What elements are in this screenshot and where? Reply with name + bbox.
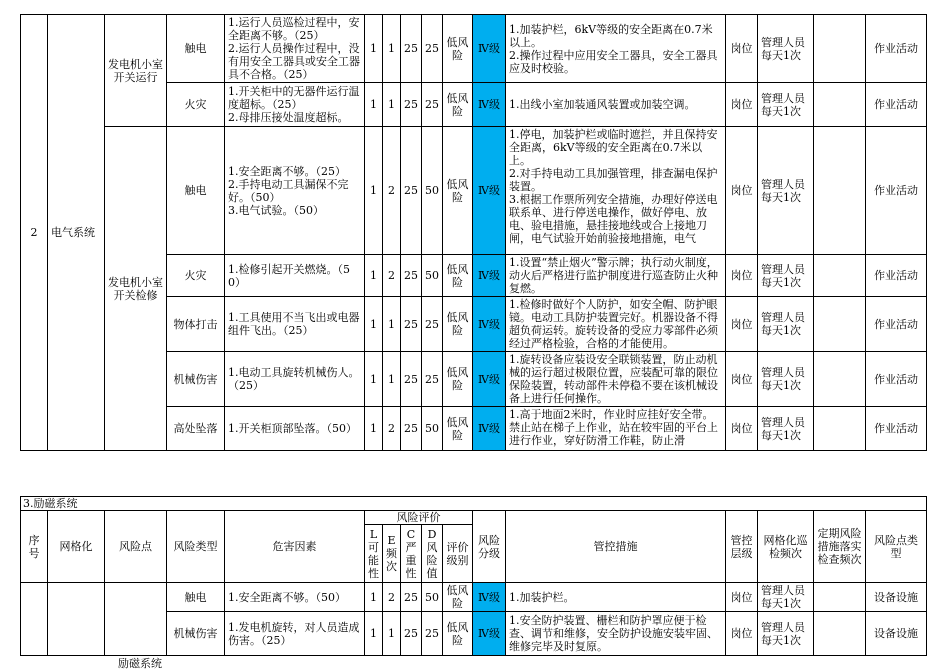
l-cell: 1 bbox=[365, 352, 383, 407]
risk-type-cell: 物体打击 bbox=[167, 297, 225, 352]
footer-label: 励磁系统 bbox=[118, 657, 162, 670]
risk-cell: 低风险 bbox=[443, 255, 473, 297]
grade-cell: Ⅳ级 bbox=[473, 407, 506, 451]
risk-type-cell: 机械伤害 bbox=[167, 352, 225, 407]
grade-cell: Ⅳ级 bbox=[473, 583, 506, 612]
ctrl-cell: 岗位 bbox=[726, 407, 758, 451]
grade-cell: Ⅳ级 bbox=[473, 612, 506, 656]
e-cell: 2 bbox=[383, 407, 401, 451]
grade-cell: Ⅳ级 bbox=[473, 352, 506, 407]
header-row bbox=[21, 511, 927, 525]
measure-text: 1.高于地面2米时，作业时应挂好安全带。禁止站在梯子上作业，站在较牢固的平台上进行作业，穿好防滑工作鞋，防止滑 bbox=[509, 407, 718, 447]
freq-cell: 管理人员每天1次 bbox=[758, 255, 814, 297]
risk-type-cell: 触电 bbox=[167, 583, 225, 612]
e-cell: 1 bbox=[383, 612, 401, 656]
d-cell: 50 bbox=[422, 583, 443, 612]
check-cell bbox=[814, 352, 866, 407]
d-cell: 25 bbox=[422, 15, 443, 83]
risk-point-cell: 发电机小室开关运行 bbox=[105, 15, 167, 127]
header-point: 风险点 bbox=[105, 511, 167, 583]
section-title: 3.励磁系统 bbox=[21, 497, 927, 511]
hazard-cell: 1.发电机旋转，对人员造成伤害。（25） bbox=[225, 612, 365, 656]
grade-cell: Ⅳ级 bbox=[473, 15, 506, 83]
ptype-cell: 作业活动 bbox=[866, 127, 927, 255]
grid-cell bbox=[48, 583, 105, 656]
grade-cell: Ⅳ级 bbox=[473, 127, 506, 255]
grade-cell: Ⅳ级 bbox=[473, 297, 506, 352]
measure-cell: 1.设置“禁止烟火”警示牌；执行动火制度，动火后严格进行监护制度进行巡查防止火种复燃。 bbox=[506, 255, 726, 297]
header-e: E频次 bbox=[383, 525, 401, 583]
seq-cell: 2 bbox=[21, 15, 48, 451]
ctrl-cell: 岗位 bbox=[726, 83, 758, 127]
seq-cell bbox=[21, 583, 48, 656]
ctrl-cell: 岗位 bbox=[726, 583, 758, 612]
measure-cell: 1.旋转设备应装设安全联锁装置，防止动机械的运行超过极限位置，应装配可靠的限位保险装置，转动部件未停稳不要在该机械设备上进行任何操作。 bbox=[506, 352, 726, 407]
ctrl-cell: 岗位 bbox=[726, 352, 758, 407]
freq-cell: 管理人员每天1次 bbox=[758, 127, 814, 255]
d-cell: 25 bbox=[422, 83, 443, 127]
grade-cell: Ⅳ级 bbox=[473, 83, 506, 127]
measure-cell: 1.安全防护装置、栅栏和防护罩应便于检查、调节和维修，安全防护设施安装牢固、维修完毕及时复原。 bbox=[506, 612, 726, 656]
d-cell: 50 bbox=[422, 127, 443, 255]
ptype-cell: 作业活动 bbox=[866, 83, 927, 127]
risk-point-cell: 发电机小室开关检修 bbox=[105, 127, 167, 451]
e-cell: 2 bbox=[383, 583, 401, 612]
l-cell: 1 bbox=[365, 612, 383, 656]
header-check: 定期风险措施落实检查频次 bbox=[814, 511, 866, 583]
header-evlevel: 评价级别 bbox=[443, 525, 473, 583]
table-row bbox=[21, 15, 927, 83]
e-cell: 2 bbox=[383, 255, 401, 297]
e-cell: 1 bbox=[383, 83, 401, 127]
measure-cell bbox=[506, 127, 726, 255]
freq-cell: 管理人员每天1次 bbox=[758, 583, 814, 612]
header-eval: 风险评价 bbox=[365, 511, 473, 525]
check-cell bbox=[814, 127, 866, 255]
l-cell: 1 bbox=[365, 15, 383, 83]
ctrl-cell: 岗位 bbox=[726, 297, 758, 352]
ptype-cell: 作业活动 bbox=[866, 407, 927, 451]
measure-cell: 1.检修时做好个人防护，如安全帽、防护眼镜。电动工具防护装置完好。机器设备不得超负荷运转。旋转设备的受应力零部件必须经过严格检验，合格的才能使用。 bbox=[506, 297, 726, 352]
ctrl-cell: 岗位 bbox=[726, 255, 758, 297]
hazard-cell: 1.电动工具旋转机械伤人。（25） bbox=[225, 352, 365, 407]
hazard-cell: 1.工具使用不当飞出或电器组件飞出。（25） bbox=[225, 297, 365, 352]
risk-cell: 低风险 bbox=[443, 407, 473, 451]
risk-cell: 低风险 bbox=[443, 583, 473, 612]
grade-cell: Ⅳ级 bbox=[473, 255, 506, 297]
l-cell: 1 bbox=[365, 83, 383, 127]
risk-type-cell: 触电 bbox=[167, 15, 225, 83]
ptype-cell: 作业活动 bbox=[866, 297, 927, 352]
ctrl-cell: 岗位 bbox=[726, 15, 758, 83]
header-c: C严重性 bbox=[401, 525, 422, 583]
l-cell: 1 bbox=[365, 297, 383, 352]
header-hazard: 危害因素 bbox=[225, 511, 365, 583]
freq-cell: 管理人员每天1次 bbox=[758, 297, 814, 352]
header-d: D风险值 bbox=[422, 525, 443, 583]
header-l: L可能性 bbox=[365, 525, 383, 583]
ctrl-cell: 岗位 bbox=[726, 127, 758, 255]
hazard-cell: 1.开关柜中的无器件运行温度超标。（25） 2.母排压接处温度超标。 bbox=[225, 83, 365, 127]
l-cell: 1 bbox=[365, 407, 383, 451]
d-cell: 25 bbox=[422, 352, 443, 407]
measure-cell bbox=[506, 407, 726, 451]
check-cell bbox=[814, 612, 866, 656]
ctrl-cell: 岗位 bbox=[726, 612, 758, 656]
hazard-cell: 1.运行人员巡检过程中，安全距离不够。（25） 2.运行人员操作过程中，没有用安全工器具或安全工器具不合格。（25） bbox=[225, 15, 365, 83]
c-cell: 25 bbox=[401, 407, 422, 451]
freq-cell: 管理人员每天1次 bbox=[758, 15, 814, 83]
c-cell: 25 bbox=[401, 612, 422, 656]
ptype-cell: 设备设施 bbox=[866, 612, 927, 656]
risk-type-cell: 机械伤害 bbox=[167, 612, 225, 656]
header-freq: 网格化巡检频次 bbox=[758, 511, 814, 583]
risk-point-cell bbox=[105, 583, 167, 656]
c-cell: 25 bbox=[401, 583, 422, 612]
table-row bbox=[21, 127, 927, 255]
risk-type-cell: 高处坠落 bbox=[167, 407, 225, 451]
table-row bbox=[21, 583, 927, 612]
e-cell: 1 bbox=[383, 15, 401, 83]
risk-cell: 低风险 bbox=[443, 352, 473, 407]
ptype-cell: 作业活动 bbox=[866, 255, 927, 297]
risk-cell: 低风险 bbox=[443, 83, 473, 127]
header-grid: 网格化 bbox=[48, 511, 105, 583]
ptype-cell: 作业活动 bbox=[866, 352, 927, 407]
risk-cell: 低风险 bbox=[443, 15, 473, 83]
measure-text: 1.停电，加装护栏或临时遮拦，并且保持安全距离，6kV等级的安全距离在0.7米以上。 2.对手持电动工具加强管理，排查漏电保护装置。 3.根据工作票所列安全措施，办理好停送电联系单、进行停送电操作，做好停电、放电、验电措施，悬挂接地线或合上接地刀闸，电气试验开始前验接地措施，电气 bbox=[509, 127, 718, 245]
l-cell: 1 bbox=[365, 127, 383, 255]
risk-table-excitation bbox=[20, 496, 927, 656]
l-cell: 1 bbox=[365, 255, 383, 297]
d-cell: 50 bbox=[422, 255, 443, 297]
hazard-cell: 1.开关柜顶部坠落。（50） bbox=[225, 407, 365, 451]
measure-cell: 1.加装护栏，6kV等级的安全距离在0.7米以上。 2.操作过程中应用安全工器具，安全工器具应及时校验。 bbox=[506, 15, 726, 83]
measure-cell: 1.加装护栏。 bbox=[506, 583, 726, 612]
c-cell: 25 bbox=[401, 127, 422, 255]
hazard-cell: 1.检修引起开关燃烧。（50） bbox=[225, 255, 365, 297]
check-cell bbox=[814, 83, 866, 127]
risk-table-electrical bbox=[20, 14, 927, 451]
risk-cell: 低风险 bbox=[443, 297, 473, 352]
l-cell: 1 bbox=[365, 583, 383, 612]
grid-cell: 电气系统 bbox=[48, 15, 105, 451]
freq-cell: 管理人员每天1次 bbox=[758, 407, 814, 451]
ptype-cell: 作业活动 bbox=[866, 15, 927, 83]
section-title-row bbox=[21, 497, 927, 511]
c-cell: 25 bbox=[401, 255, 422, 297]
c-cell: 25 bbox=[401, 83, 422, 127]
c-cell: 25 bbox=[401, 352, 422, 407]
header-seq: 序号 bbox=[21, 511, 48, 583]
freq-cell: 管理人员每天1次 bbox=[758, 612, 814, 656]
hazard-cell: 1.安全距离不够。（50） bbox=[225, 583, 365, 612]
d-cell: 50 bbox=[422, 407, 443, 451]
d-cell: 25 bbox=[422, 612, 443, 656]
check-cell bbox=[814, 407, 866, 451]
hazard-cell: 1.安全距离不够。（25） 2.手持电动工具漏保不完好。（50） 3.电气试验。（50） bbox=[225, 127, 365, 255]
check-cell bbox=[814, 583, 866, 612]
header-grade: 风险分级 bbox=[473, 511, 506, 583]
e-cell: 2 bbox=[383, 127, 401, 255]
risk-cell: 低风险 bbox=[443, 127, 473, 255]
header-measure: 管控措施 bbox=[506, 511, 726, 583]
risk-cell: 低风险 bbox=[443, 612, 473, 656]
header-ctrl: 管控层级 bbox=[726, 511, 758, 583]
check-cell bbox=[814, 255, 866, 297]
c-cell: 25 bbox=[401, 297, 422, 352]
freq-cell: 管理人员每天1次 bbox=[758, 83, 814, 127]
check-cell bbox=[814, 297, 866, 352]
freq-cell: 管理人员每天1次 bbox=[758, 352, 814, 407]
c-cell: 25 bbox=[401, 15, 422, 83]
header-type: 风险类型 bbox=[167, 511, 225, 583]
e-cell: 1 bbox=[383, 352, 401, 407]
header-ptype: 风险点类型 bbox=[866, 511, 927, 583]
risk-type-cell: 火灾 bbox=[167, 255, 225, 297]
risk-type-cell: 触电 bbox=[167, 127, 225, 255]
risk-type-cell: 火灾 bbox=[167, 83, 225, 127]
ptype-cell: 设备设施 bbox=[866, 583, 927, 612]
measure-cell: 1.出线小室加装通风装置或加装空调。 bbox=[506, 83, 726, 127]
check-cell bbox=[814, 15, 866, 83]
d-cell: 25 bbox=[422, 297, 443, 352]
e-cell: 1 bbox=[383, 297, 401, 352]
